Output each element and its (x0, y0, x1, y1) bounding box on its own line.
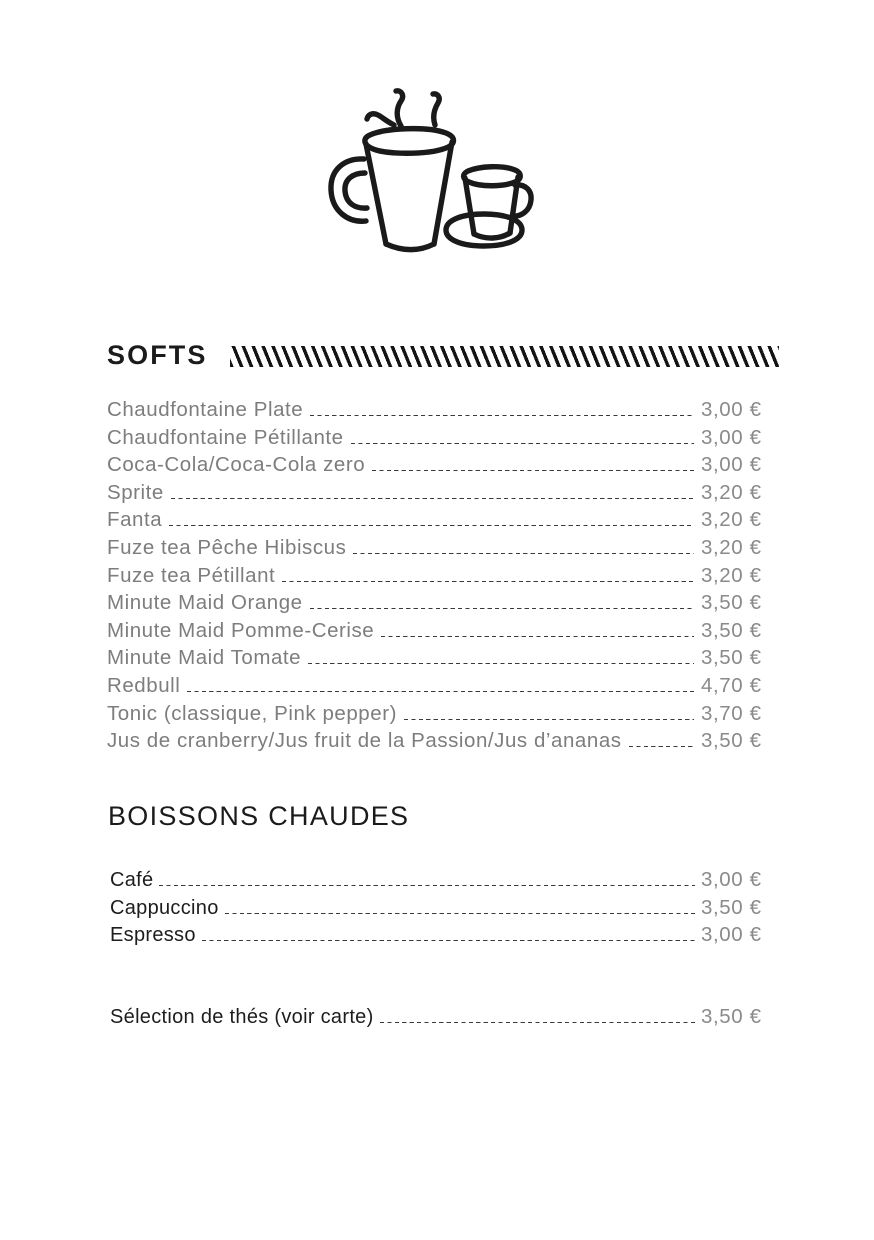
item-name: Minute Maid Tomate (107, 646, 302, 670)
boissons-chaudes-item-list (0, 868, 874, 951)
menu-item-row (110, 923, 779, 951)
item-price: 4,70 € (701, 673, 762, 697)
item-name: Fanta (107, 508, 163, 532)
menu-item-row (107, 702, 779, 730)
section-heading-softs (107, 338, 779, 372)
dot-leader (202, 940, 695, 941)
coffee-cups-illustration (0, 78, 874, 273)
item-name: Sprite (107, 480, 164, 504)
menu-item-row (107, 674, 779, 702)
menu-item-row (110, 868, 779, 896)
dot-leader (225, 913, 695, 914)
item-price: 3,00 € (701, 425, 762, 449)
dot-leader (380, 1022, 695, 1023)
item-name: Chaudfontaine Plate (107, 398, 304, 421)
item-name: Minute Maid Orange (107, 591, 303, 615)
hatch-rule-decoration (230, 346, 779, 367)
menu-item-row (107, 398, 779, 426)
item-name: Chaudfontaine Pétillante (107, 425, 344, 449)
menu-item-row (107, 508, 779, 536)
dot-leader (629, 746, 694, 747)
dot-leader (372, 470, 694, 471)
dot-leader (171, 498, 694, 499)
item-price: 3,50 € (701, 895, 762, 919)
item-name: Tonic (classique, Pink pepper) (107, 701, 397, 725)
item-name: Minute Maid Pomme-Cerise (107, 618, 375, 642)
item-price: 3,20 € (701, 480, 762, 504)
item-price: 3,00 € (701, 868, 762, 891)
item-name: Fuze tea Pêche Hibiscus (107, 535, 347, 559)
item-price: 3,00 € (701, 923, 762, 946)
section-title-boissons-chaudes: BOISSONS CHAUDES (108, 801, 410, 831)
item-name: Jus de cranberry/Jus fruit de la Passion/Jus d’ananas (107, 729, 622, 753)
item-price: 3,70 € (701, 701, 762, 725)
item-price: 3,50 € (701, 618, 762, 642)
menu-item-row (107, 619, 779, 647)
menu-item-row (107, 591, 779, 619)
item-price: 3,20 € (701, 535, 762, 559)
item-price: 3,50 € (701, 1005, 762, 1028)
dot-leader (310, 415, 694, 416)
dot-leader (187, 691, 694, 692)
item-price: 3,50 € (701, 646, 762, 670)
item-price: 3,00 € (701, 398, 762, 421)
dot-leader (310, 608, 694, 609)
dot-leader (404, 719, 694, 720)
menu-item-row (110, 896, 779, 924)
section-title-softs: SOFTS (107, 339, 208, 370)
dot-leader (159, 885, 695, 886)
item-price: 3,20 € (701, 508, 762, 532)
dot-leader (381, 636, 694, 637)
tea-selection-list (0, 1005, 874, 1033)
menu-item-row (107, 729, 779, 757)
softs-item-list (0, 398, 874, 757)
item-name: Coca-Cola/Coca-Cola zero (107, 453, 366, 477)
item-price: 3,00 € (701, 453, 762, 477)
menu-item-row (107, 564, 779, 592)
menu-item-row (107, 453, 779, 481)
menu-item-row (107, 426, 779, 454)
menu-item-row (107, 481, 779, 509)
dot-leader (308, 663, 694, 664)
menu-item-row (107, 536, 779, 564)
item-name: Espresso (110, 924, 196, 946)
menu-item-row (110, 1005, 779, 1033)
item-name: Sélection de thés (voir carte) (110, 1006, 374, 1028)
item-name: Redbull (107, 673, 181, 697)
menu-item-row (107, 646, 779, 674)
dot-leader (351, 443, 694, 444)
item-name: Cappuccino (110, 896, 219, 919)
item-price: 3,50 € (701, 729, 762, 753)
item-price: 3,50 € (701, 591, 762, 615)
dot-leader (353, 553, 694, 554)
item-name: Café (110, 869, 154, 891)
item-name: Fuze tea Pétillant (107, 563, 276, 587)
dot-leader (282, 581, 694, 582)
dot-leader (169, 525, 694, 526)
item-price: 3,20 € (701, 563, 762, 587)
